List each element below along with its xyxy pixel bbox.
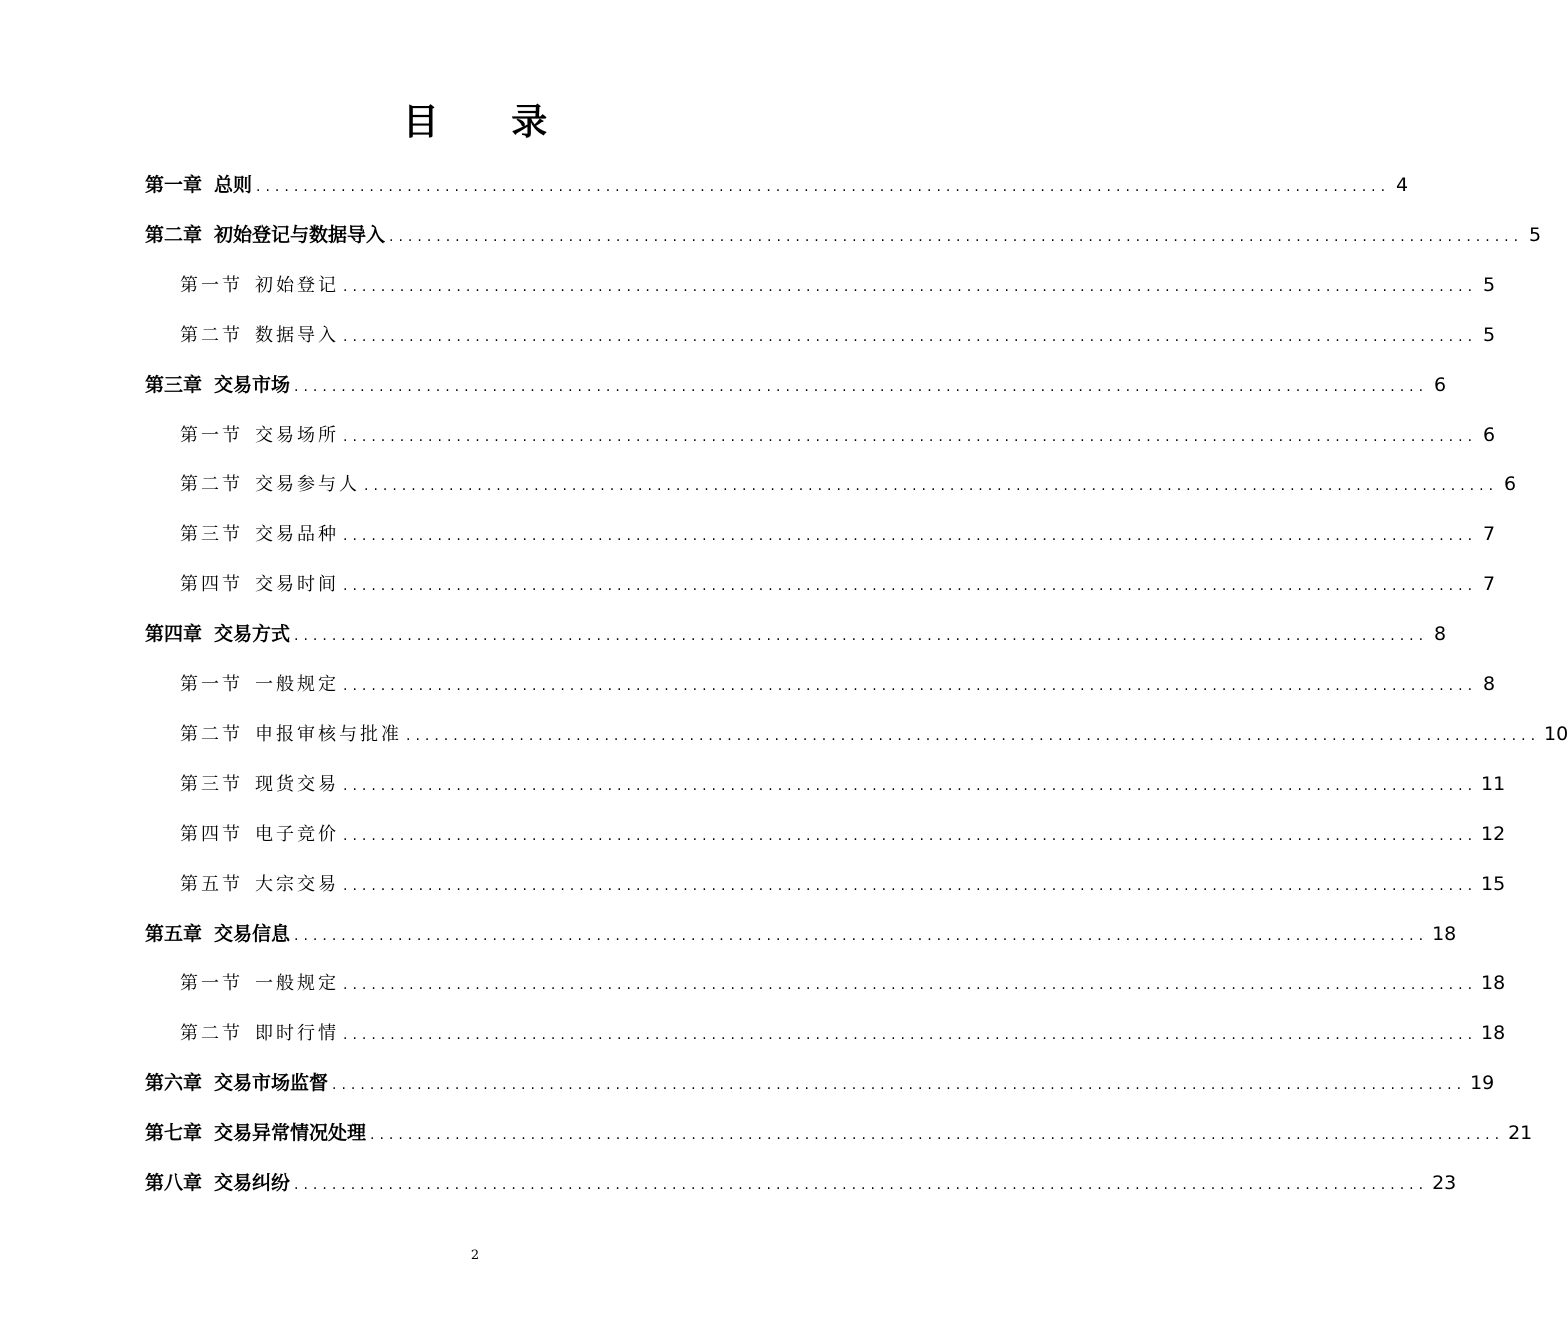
toc-entry-page: 19 bbox=[1470, 1072, 1495, 1095]
toc-entry-number: 第四节 bbox=[180, 574, 243, 596]
toc-dot-leader: ........................................................................................................................ bbox=[294, 378, 1429, 395]
toc-section-entry[interactable] bbox=[180, 260, 1496, 310]
toc-entry-number: 第二节 bbox=[180, 474, 243, 496]
toc-entry-text: 交易纠纷 bbox=[214, 1172, 291, 1194]
toc-entry-text: 大宗交易 bbox=[255, 873, 339, 895]
toc-dot-leader: ........................................................................................................................ bbox=[343, 1027, 1478, 1044]
toc-entry-text: 交易市场监督 bbox=[214, 1072, 329, 1095]
page-number: 2 bbox=[470, 1248, 480, 1263]
toc-dot-leader: ........................................................................................................................ bbox=[343, 877, 1478, 894]
toc-dot-leader: ........................................................................................................................ bbox=[294, 1177, 1429, 1193]
toc-entry-number: 第二节 bbox=[180, 1023, 243, 1045]
toc-entry-text: 即时行情 bbox=[255, 1023, 339, 1045]
toc-entry-number: 第一节 bbox=[180, 973, 243, 995]
toc-entry-text: 交易品种 bbox=[255, 524, 339, 546]
toc-title: 目 录 bbox=[402, 102, 578, 143]
toc-entry-text: 总则 bbox=[214, 174, 253, 196]
toc-entry-page: 18 bbox=[1481, 972, 1506, 995]
toc-chapter-entry[interactable] bbox=[145, 1058, 1495, 1108]
toc-section-entry[interactable] bbox=[180, 859, 1506, 909]
toc-section-entry[interactable] bbox=[180, 709, 1568, 759]
toc-entry-label bbox=[180, 311, 339, 361]
toc-entry-text: 电子竞价 bbox=[255, 823, 339, 845]
toc-entry-label bbox=[145, 160, 252, 210]
toc-dot-leader: ........................................................................................................................ bbox=[343, 578, 1478, 595]
toc-section-entry[interactable] bbox=[180, 958, 1506, 1008]
toc-entry-page: 6 bbox=[1482, 423, 1496, 446]
toc-entry-page: 4 bbox=[1395, 174, 1409, 196]
toc-entry-label bbox=[180, 710, 402, 760]
toc-dot-leader: ........................................................................................................................ bbox=[406, 727, 1541, 744]
toc-entry-page: 7 bbox=[1482, 573, 1496, 596]
toc-entry-number: 第五节 bbox=[180, 873, 243, 895]
toc-entry-label bbox=[180, 760, 339, 810]
toc-entry-page: 5 bbox=[1482, 273, 1496, 296]
toc-entry-page: 6 bbox=[1503, 473, 1517, 496]
toc-dot-leader: ........................................................................................................................ bbox=[389, 228, 1524, 245]
toc-chapter-entry[interactable] bbox=[145, 1108, 1533, 1158]
toc-entry-text: 一般规定 bbox=[255, 973, 339, 995]
toc-entry-page: 8 bbox=[1433, 623, 1447, 646]
toc-entry-number: 第三节 bbox=[180, 524, 243, 546]
toc-entry-label bbox=[145, 210, 385, 260]
toc-chapter-entry[interactable] bbox=[145, 1158, 1457, 1208]
toc-dot-leader: ........................................................................................................................ bbox=[343, 428, 1478, 445]
toc-entry-label bbox=[145, 360, 290, 410]
toc-chapter-entry[interactable] bbox=[145, 210, 1542, 260]
toc-entry-text: 申报审核与批准 bbox=[255, 723, 402, 745]
toc-chapter-entry[interactable] bbox=[145, 909, 1457, 959]
toc-dot-leader: ........................................................................................................................ bbox=[343, 328, 1478, 345]
toc-entry-text: 交易异常情况处理 bbox=[214, 1122, 367, 1145]
toc-entry-page: 10 bbox=[1544, 722, 1568, 745]
toc-dot-leader: ........................................................................................................................ bbox=[370, 1127, 1505, 1144]
toc-entry-number: 第二节 bbox=[180, 324, 243, 346]
toc-chapter-entry[interactable] bbox=[145, 160, 1409, 210]
toc-section-entry[interactable] bbox=[180, 410, 1496, 460]
toc-dot-leader: ........................................................................................................................ bbox=[343, 977, 1478, 994]
toc-entry-text: 交易市场 bbox=[214, 373, 291, 396]
toc-entry-page: 21 bbox=[1508, 1122, 1533, 1145]
toc-entry-number: 第八章 bbox=[145, 1172, 203, 1194]
toc-entry-number: 第七章 bbox=[145, 1122, 203, 1145]
toc-entry-text: 交易信息 bbox=[214, 922, 291, 945]
toc-entry-page: 5 bbox=[1482, 323, 1496, 346]
toc-entry-text: 数据导入 bbox=[255, 324, 339, 346]
toc-entry-label bbox=[145, 1108, 366, 1158]
toc-entry-number: 第一章 bbox=[145, 174, 203, 196]
toc-entry-page: 6 bbox=[1433, 373, 1447, 396]
toc-entry-text: 交易参与人 bbox=[255, 474, 360, 496]
toc-entry-number: 第二节 bbox=[180, 723, 243, 745]
toc-dot-leader: ........................................................................................................................ bbox=[343, 827, 1478, 844]
toc-dot-leader: ........................................................................................................................ bbox=[256, 179, 1391, 195]
toc-entry-label bbox=[180, 411, 339, 461]
toc-dot-leader: ........................................................................................................................ bbox=[294, 628, 1429, 645]
toc-entry-number: 第二章 bbox=[145, 223, 203, 246]
toc-entry-page: 7 bbox=[1482, 523, 1496, 546]
toc-entry-number: 第三章 bbox=[145, 373, 203, 396]
toc-dot-leader: ........................................................................................................................ bbox=[364, 478, 1499, 495]
toc-entry-label bbox=[180, 1009, 339, 1059]
toc-entry-label bbox=[145, 1058, 328, 1108]
toc-entry-text: 现货交易 bbox=[255, 773, 339, 795]
toc-entry-number: 第四章 bbox=[145, 623, 203, 646]
toc-entry-page: 18 bbox=[1481, 1022, 1506, 1045]
toc-entry-label bbox=[180, 959, 339, 1009]
toc-entry-text: 交易场所 bbox=[255, 424, 339, 446]
toc-entry-text: 初始登记 bbox=[255, 274, 339, 296]
toc-entry-number: 第一节 bbox=[180, 674, 243, 695]
toc-section-entry[interactable] bbox=[180, 659, 1496, 709]
toc-dot-leader: ........................................................................................................................ bbox=[332, 1077, 1467, 1094]
toc-entry-number: 第四节 bbox=[180, 823, 243, 845]
toc-entry-label bbox=[145, 609, 290, 659]
toc-entry-page: 11 bbox=[1481, 772, 1506, 795]
toc-dot-leader: ........................................................................................................................ bbox=[343, 678, 1478, 694]
toc-entry-label bbox=[180, 261, 339, 311]
toc-entry-page: 18 bbox=[1432, 922, 1457, 945]
toc-entry-number: 第三节 bbox=[180, 773, 243, 795]
toc-section-entry[interactable] bbox=[180, 310, 1496, 360]
toc-chapter-entry[interactable] bbox=[145, 360, 1447, 410]
toc-entry-label bbox=[180, 860, 339, 910]
toc-entry-page: 8 bbox=[1482, 673, 1496, 695]
toc-dot-leader: ........................................................................................................................ bbox=[294, 927, 1429, 944]
toc-section-entry[interactable] bbox=[180, 459, 1517, 509]
toc-section-entry[interactable] bbox=[180, 509, 1496, 559]
toc-entry-text: 交易方式 bbox=[214, 623, 291, 646]
toc-entry-number: 第一节 bbox=[180, 424, 243, 446]
toc-entry-label bbox=[180, 810, 339, 860]
toc-entry-text: 交易时间 bbox=[255, 574, 339, 596]
toc-entry-text: 一般规定 bbox=[255, 674, 339, 695]
toc-entry-number: 第五章 bbox=[145, 922, 203, 945]
toc-entry-label bbox=[180, 460, 360, 510]
toc-entry-page: 5 bbox=[1528, 223, 1542, 246]
toc-entry-label bbox=[145, 1158, 290, 1208]
toc-entry-label bbox=[180, 510, 339, 560]
toc-entry-number: 第一节 bbox=[180, 274, 243, 296]
toc-entry-label bbox=[145, 909, 290, 959]
toc-section-entry[interactable] bbox=[180, 759, 1506, 809]
toc-entry-page: 15 bbox=[1481, 872, 1506, 895]
toc-section-entry[interactable] bbox=[180, 559, 1496, 609]
toc-dot-leader: ........................................................................................................................ bbox=[343, 528, 1478, 545]
toc-dot-leader: ........................................................................................................................ bbox=[343, 278, 1478, 295]
toc-entry-page: 23 bbox=[1432, 1172, 1457, 1194]
toc-entry-page: 12 bbox=[1481, 822, 1506, 845]
toc-entry-number: 第六章 bbox=[145, 1072, 203, 1095]
toc-section-entry[interactable] bbox=[180, 809, 1506, 859]
toc-dot-leader: ........................................................................................................................ bbox=[343, 777, 1478, 794]
toc-entry-label bbox=[180, 660, 339, 710]
toc-section-entry[interactable] bbox=[180, 1008, 1506, 1058]
toc-entry-text: 初始登记与数据导入 bbox=[214, 223, 386, 246]
toc-entry-label bbox=[180, 560, 339, 610]
toc-chapter-entry[interactable] bbox=[145, 609, 1447, 659]
